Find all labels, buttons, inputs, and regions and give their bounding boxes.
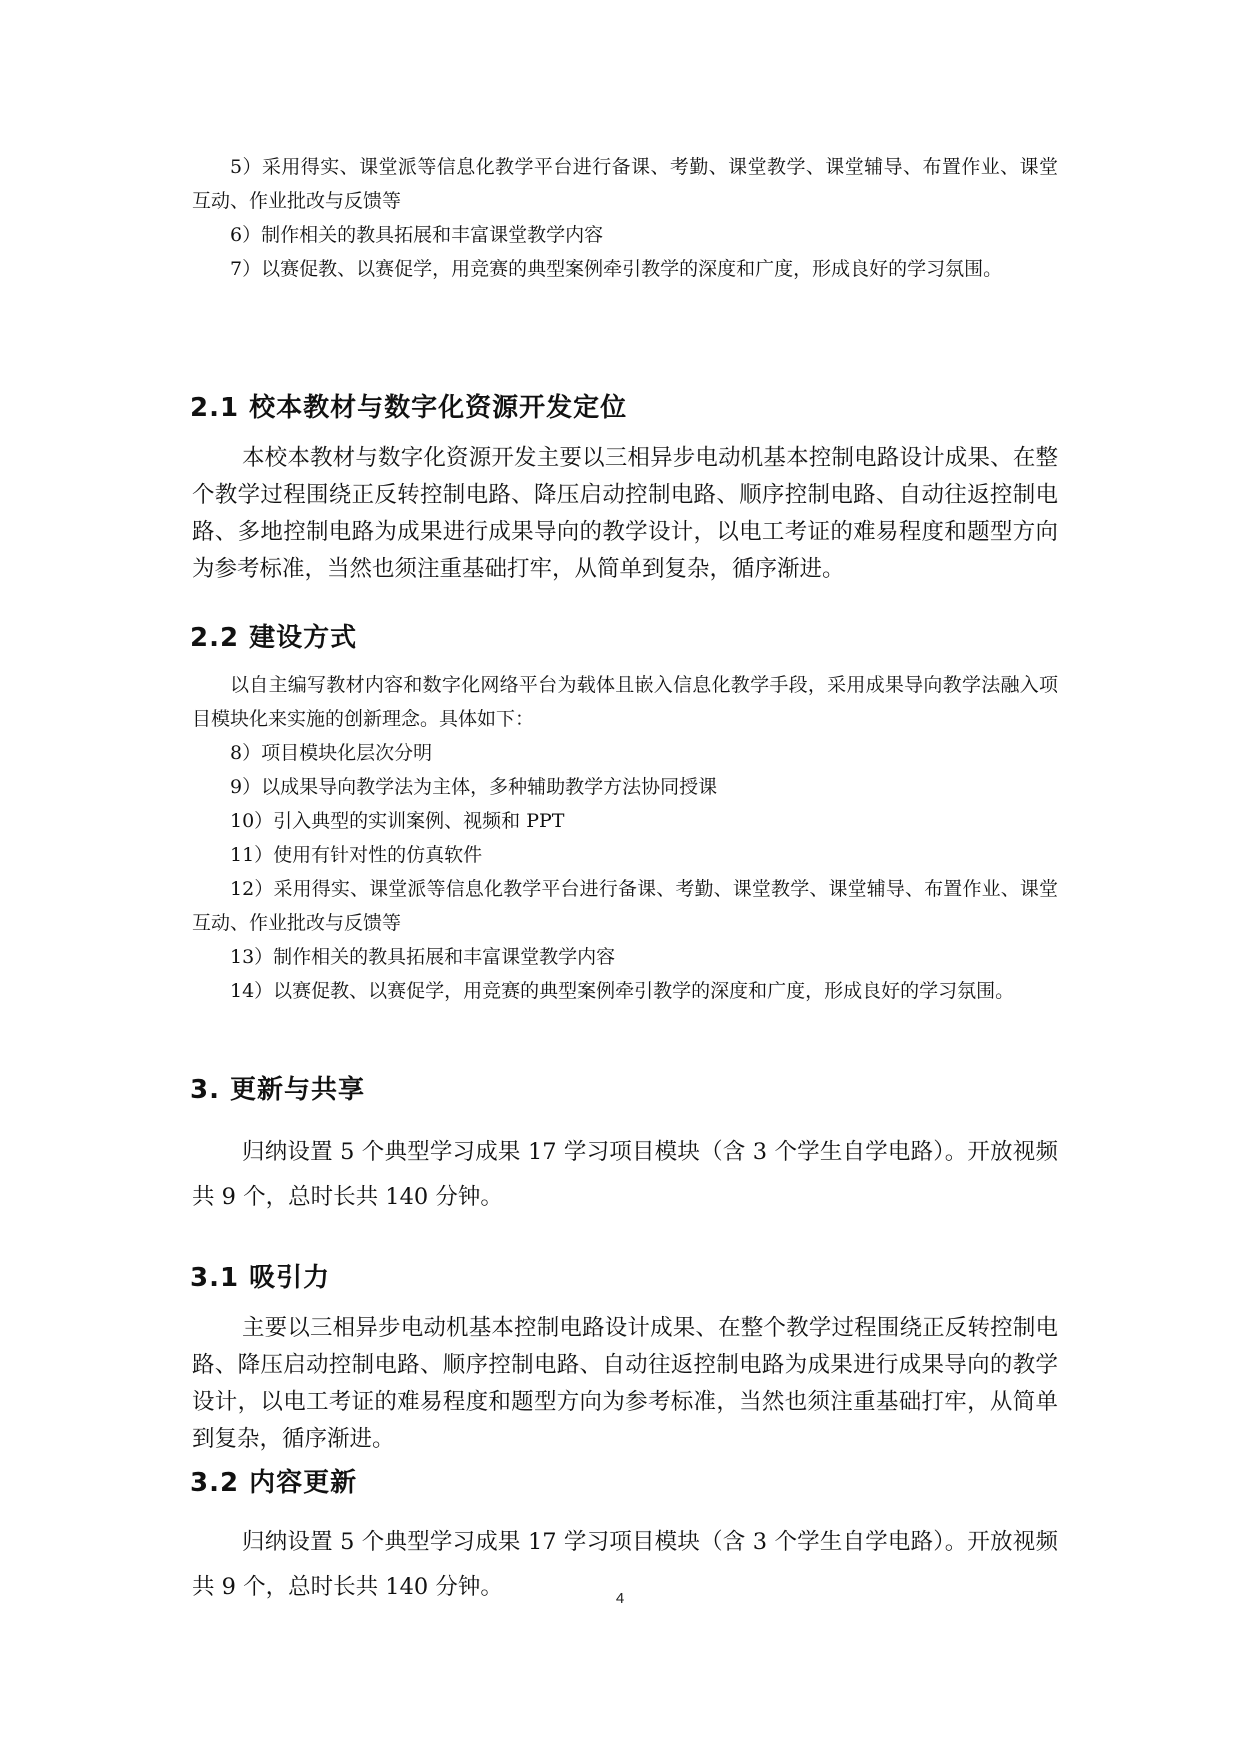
section-2-2-intro: 以自主编写教材内容和数字化网络平台为载体且嵌入信息化教学手段，采用成果导向教学法融入项目模块化来实施的创新理念。具体如下：: [192, 674, 1058, 730]
list-item-12: 12）采用得实、课堂派等信息化教学平台进行备课、考勤、课堂教学、课堂辅导、布置作业、课堂互动、作业批改与反馈等: [192, 878, 1058, 934]
list-item-14: 14）以赛促教、以赛促学，用竞赛的典型案例牵引教学的深度和广度，形成良好的学习氛围。: [230, 980, 1015, 1002]
heading-3-1: 3.1 吸引力: [190, 1263, 331, 1293]
list-item-8: 8）项目模块化层次分明: [230, 742, 433, 764]
list-item-13: 13）制作相关的教具拓展和丰富课堂教学内容: [230, 946, 616, 968]
section-3-2-body: 归纳设置 5 个典型学习成果 17 学习项目模块（含 3 个学生自学电路）。开放视频共 9 个，总时长共 140 分钟。: [192, 1529, 1058, 1600]
list-item-7: 7）以赛促教、以赛促学，用竞赛的典型案例牵引教学的深度和广度，形成良好的学习氛围。: [230, 258, 1003, 280]
heading-2-2: 2.2 建设方式: [190, 623, 358, 653]
list-item-6: 6）制作相关的教具拓展和丰富课堂教学内容: [230, 224, 604, 246]
heading-3: 3. 更新与共享: [190, 1075, 366, 1105]
heading-2-1: 2.1 校本教材与数字化资源开发定位: [190, 393, 628, 423]
list-item-10: 10）引入典型的实训案例、视频和 PPT: [230, 810, 565, 832]
list-item-9: 9）以成果导向教学法为主体，多种辅助教学方法协同授课: [230, 776, 718, 798]
page-number: 4: [615, 1590, 625, 1607]
section-3-body: 归纳设置 5 个典型学习成果 17 学习项目模块（含 3 个学生自学电路）。开放视频共 9 个，总时长共 140 分钟。: [192, 1139, 1058, 1210]
list-item-11: 11）使用有针对性的仿真软件: [230, 844, 483, 866]
section-3-1-body: 主要以三相异步电动机基本控制电路设计成果、在整个教学过程围绕正反转控制电路、降压启动控制电路、顺序控制电路、自动往返控制电路为成果进行成果导向的教学设计，以电工考证的难易程度和题型方向为参考标准，当然也须注重基础打牢，从简单到复杂，循序渐进。: [192, 1315, 1058, 1452]
heading-3-2: 3.2 内容更新: [190, 1468, 358, 1498]
section-2-1-body: 本校本教材与数字化资源开发主要以三相异步电动机基本控制电路设计成果、在整个教学过程围绕正反转控制电路、降压启动控制电路、顺序控制电路、自动往返控制电路、多地控制电路为成果进行成果导向的教学设计，以电工考证的难易程度和题型方向为参考标准，当然也须注重基础打牢，从简单到复杂，循序渐进。: [192, 445, 1058, 582]
list-item-5: 5）采用得实、课堂派等信息化教学平台进行备课、考勤、课堂教学、课堂辅导、布置作业、课堂互动、作业批改与反馈等: [192, 156, 1058, 212]
